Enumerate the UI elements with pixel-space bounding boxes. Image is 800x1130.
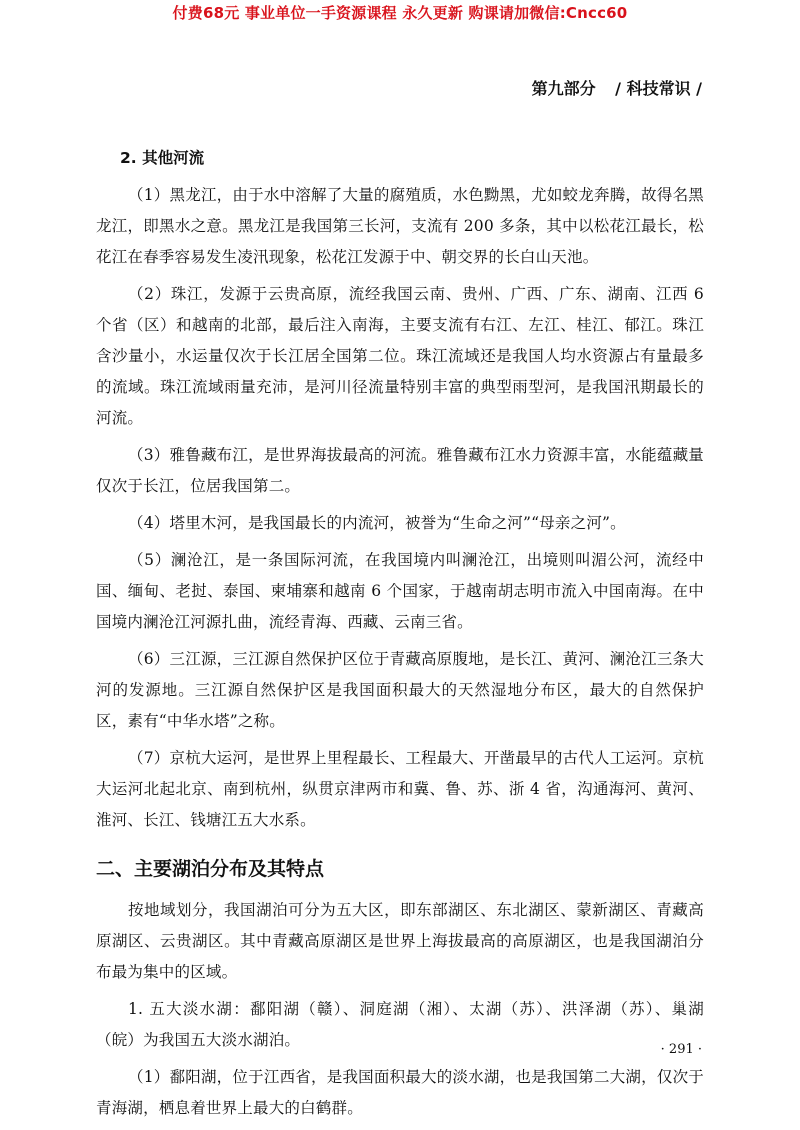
page-content <box>96 146 704 1130</box>
paragraph-lake-regions: 按地域划分，我国湖泊可分为五大区，即东部湖区、东北湖区、蒙新湖区、青藏高原湖区、云贵湖区。其中青藏高原湖区是世界上海拔最高的高原湖区，也是我国湖泊分布最为集中的区域。 <box>96 901 704 981</box>
watermark-banner: 付费68元 事业单位一手资源课程 永久更新 购课请加微信:Cncc60 <box>172 4 628 22</box>
paragraph-sanjiangyuan: （6）三江源，三江源自然保护区位于青藏高原腹地，是长江、黄河、澜沧江三条大河的发源地。三江源自然保护区是我国面积最大的天然湿地分布区，最大的自然保护区，素有“中华水塔”之称。 <box>96 650 704 730</box>
paragraph-heilongjiang: （1）黑龙江，由于水中溶解了大量的腐殖质，水色黝黑，尤如蛟龙奔腾，故得名黑龙江，即黑水之意。黑龙江是我国第三长河，支流有 200 多条，其中以松花江最长，松花江在春季容易发生凌汛现象，松花江发源于中、朝交界的长白山天池。 <box>96 186 704 266</box>
paragraph-zhujiang: （2）珠江，发源于云贵高原，流经我国云南、贵州、广西、广东、湖南、江西 6 个省（区）和越南的北部，最后注入南海，主要支流有右江、左江、桂江、郁江。珠江含沙量小，水运量仅次于长江居全国第二位。珠江流域还是我国人均水资源占有量最多的流域。珠江流域雨量充沛，是河川径流量特别丰富的典型雨型河，是我国汛期最长的河流。 <box>96 285 704 427</box>
subheading-other-rivers: 2. 其他河流 <box>120 149 205 167</box>
paragraph-poyang: （1）鄱阳湖，位于江西省，是我国面积最大的淡水湖，也是我国第二大湖，仅次于青海湖，栖息着世界上最大的白鹤群。 <box>96 1068 704 1117</box>
paragraph-yarlung-tsangpo: （3）雅鲁藏布江，是世界海拔最高的河流。雅鲁藏布江水力资源丰富，水能蕴藏量仅次于长江，位居我国第二。 <box>96 446 704 495</box>
page-header <box>532 76 702 99</box>
paragraph-lancang: （5）澜沧江，是一条国际河流，在我国境内叫澜沧江，出境则叫湄公河，流经中国、缅甸、老挝、泰国、柬埔寨和越南 6 个国家，于越南胡志明市流入中国南海。在中国境内澜沧江河源扎曲，流经青海、西藏、云南三省。 <box>96 551 704 631</box>
page-number: · 291 · <box>660 1042 702 1057</box>
paragraph-grand-canal: （7）京杭大运河，是世界上里程最长、工程最大、开凿最早的古代人工运河。京杭大运河北起北京、南到杭州，纵贯京津两市和冀、鲁、苏、浙 4 省，沟通海河、黄河、淮河、长江、钱塘江五大水系。 <box>96 749 704 829</box>
heading-lakes: 二、主要湖泊分布及其特点 <box>96 858 325 880</box>
header-section: / 科技常识 / <box>615 79 702 98</box>
header-part: 第九部分 <box>531 79 596 98</box>
paragraph-five-freshwater-lakes: 1. 五大淡水湖：鄱阳湖（赣）、洞庭湖（湘）、太湖（苏）、洪泽湖（苏）、巢湖（皖）为我国五大淡水湖泊。 <box>96 1000 704 1049</box>
paragraph-tarim: （4）塔里木河，是我国最长的内流河，被誉为“生命之河”“母亲之河”。 <box>128 514 626 532</box>
